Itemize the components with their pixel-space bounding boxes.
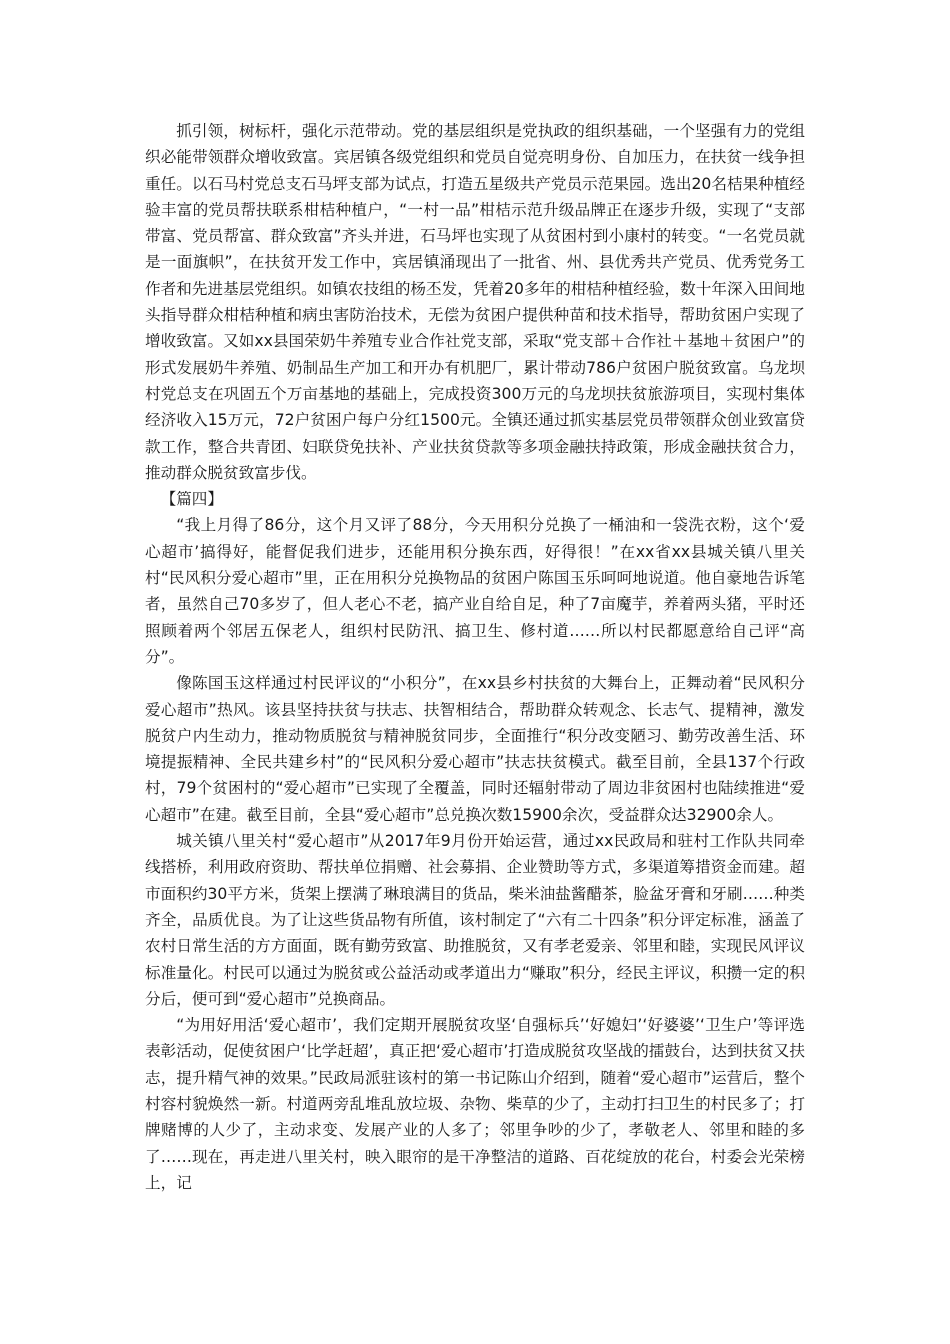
- paragraph-first-secretary-quote: “为用好用活‘爱心超市’，我们定期开展脱贫攻坚‘自强标兵’‘好媳妇’‘好婆婆’‘卫生户’等评选表彰活动，促使贫困户‘比学赶超’，真正把‘爱心超市’打造成脱贫攻坚战的擂鼓台，达到扶贫又扶志，提升精气神的效果。”民政局派驻该村的第一书记陈山介绍到，随着“爱心超市”运营后，整个村容村貌焕然一新。村道两旁乱堆乱放垃圾、杂物、柴草的少了，主动打扫卫生的村民多了；打牌赌博的人少了，主动求变、发展产业的人多了；邻里争吵的少了，孝敬老人、邻里和睦的多了……现在，再走进八里关村，映入眼帘的是干净整洁的道路、百花绽放的花台，村委会光荣榜上，记: [145, 1016, 805, 1192]
- paragraph-quote-chen-guoyu: “我上月得了86分，这个月又评了88分，今天用积分兑换了一桶油和一袋洗衣粉，这个‘爱心超市’搞得好，能督促我们进步，还能用积分换东西，好得很！”在xx省xx县城关镇八里关村“民风积分爱心超市”里，正在用积分兑换物品的贫困户陈国玉乐呵呵地说道。他自豪地告诉笔者，虽然自己70多岁了，但人老心不老，搞产业自给自足，种了7亩魔芋，养着两头猪，平时还照顾着两个邻居五保老人，组织村民防汛、搞卫生、修村道……所以村民都愿意给自己评“高分”。: [145, 516, 805, 666]
- section-heading-part-four: 【篇四】: [160, 490, 223, 509]
- paragraph-love-supermarket-operation: 城关镇八里关村“爱心超市”从2017年9月份开始运营，通过xx民政局和驻村工作队共同牵线搭桥，利用政府资助、帮扶单位捐赠、社会募捐、企业赞助等方式，多渠道筹措资金而建。超市面积约30平方米，货架上摆满了琳琅满目的货品，柴米油盐酱醋茶，脸盆牙膏和牙刷……种类齐全，品质优良。为了让这些货品物有所值，该村制定了“六有二十四条”积分评定标准，涵盖了农村日常生活的方方面面，既有勤劳致富、助推脱贫，又有孝老爱亲、邻里和睦，实现民风评议标准量化。村民可以通过为脱贫或公益活动或孝道出力“赚取”积分，经民主评议，积攒一定的积分后，便可到“爱心超市”兑换商品。: [145, 832, 805, 1008]
- paragraph-party-leadership: 抓引领，树标杆，强化示范带动。党的基层组织是党执政的组织基础，一个坚强有力的党组织必能带领群众增收致富。宾居镇各级党组织和党员自觉亮明身份、自加压力，在扶贫一线争担重任。以石马村党总支石马坪支部为试点，打造五星级共产党员示范果园。选出20名桔果种植经验丰富的党员帮扶联系柑桔种植户，“一村一品”柑桔示范升级品牌正在逐步升级，实现了“支部带富、党员帮富、群众致富”齐头并进，石马坪也实现了从贫困村到小康村的转变。“一名党员就是一面旗帜”，在扶贫开发工作中，宾居镇涌现出了一批省、州、县优秀共产党员、优秀党务工作者和先进基层党组织。如镇农技组的杨丕发，凭着20多年的柑桔种植经验，数十年深入田间地头指导群众柑桔种植和病虫害防治技术，无偿为贫困户提供种苗和技术指导，帮助贫困户实现了增收致富。又如xx县国荣奶牛养殖专业合作社党支部，采取“党支部＋合作社＋基地＋贫困户”的形式发展奶牛养殖、奶制品生产加工和开办有机肥厂，累计带动786户贫困户脱贫致富。乌龙坝村党总支在巩固五个万亩基地的基础上，完成投资300万元的乌龙坝扶贫旅游项目，实现村集体经济收入15万元，72户贫困户每户分红1500元。全镇还通过抓实基层党员带领群众创业致富贷款工作，整合共青团、妇联贷免扶补、产业扶贫贷款等多项金融扶持政策，形成金融扶贫合力，推动群众脱贫致富步伐。: [145, 122, 805, 482]
- paragraph-points-system: 像陈国玉这样通过村民评议的“小积分”，在xx县乡村扶贫的大舞台上，正舞动着“民风积分爱心超市”热风。该县坚持扶贫与扶志、扶智相结合，帮助群众转观念、长志气、提精神，激发脱贫户内生动力，推动物质脱贫与精神脱贫同步，全面推行“积分改变陋习、勤劳改善生活、环境提振精神、全民共建乡村”的“民风积分爱心超市”扶志扶贫模式。截至目前，全县137个行政村，79个贫困村的“爱心超市”已实现了全覆盖，同时还辐射带动了周边非贫困村也陆续推进“爱心超市”在建。截至目前，全县“爱心超市”总兑换次数15900余次，受益群众达32900余人。: [145, 674, 805, 824]
- document-page: [145, 118, 805, 1196]
